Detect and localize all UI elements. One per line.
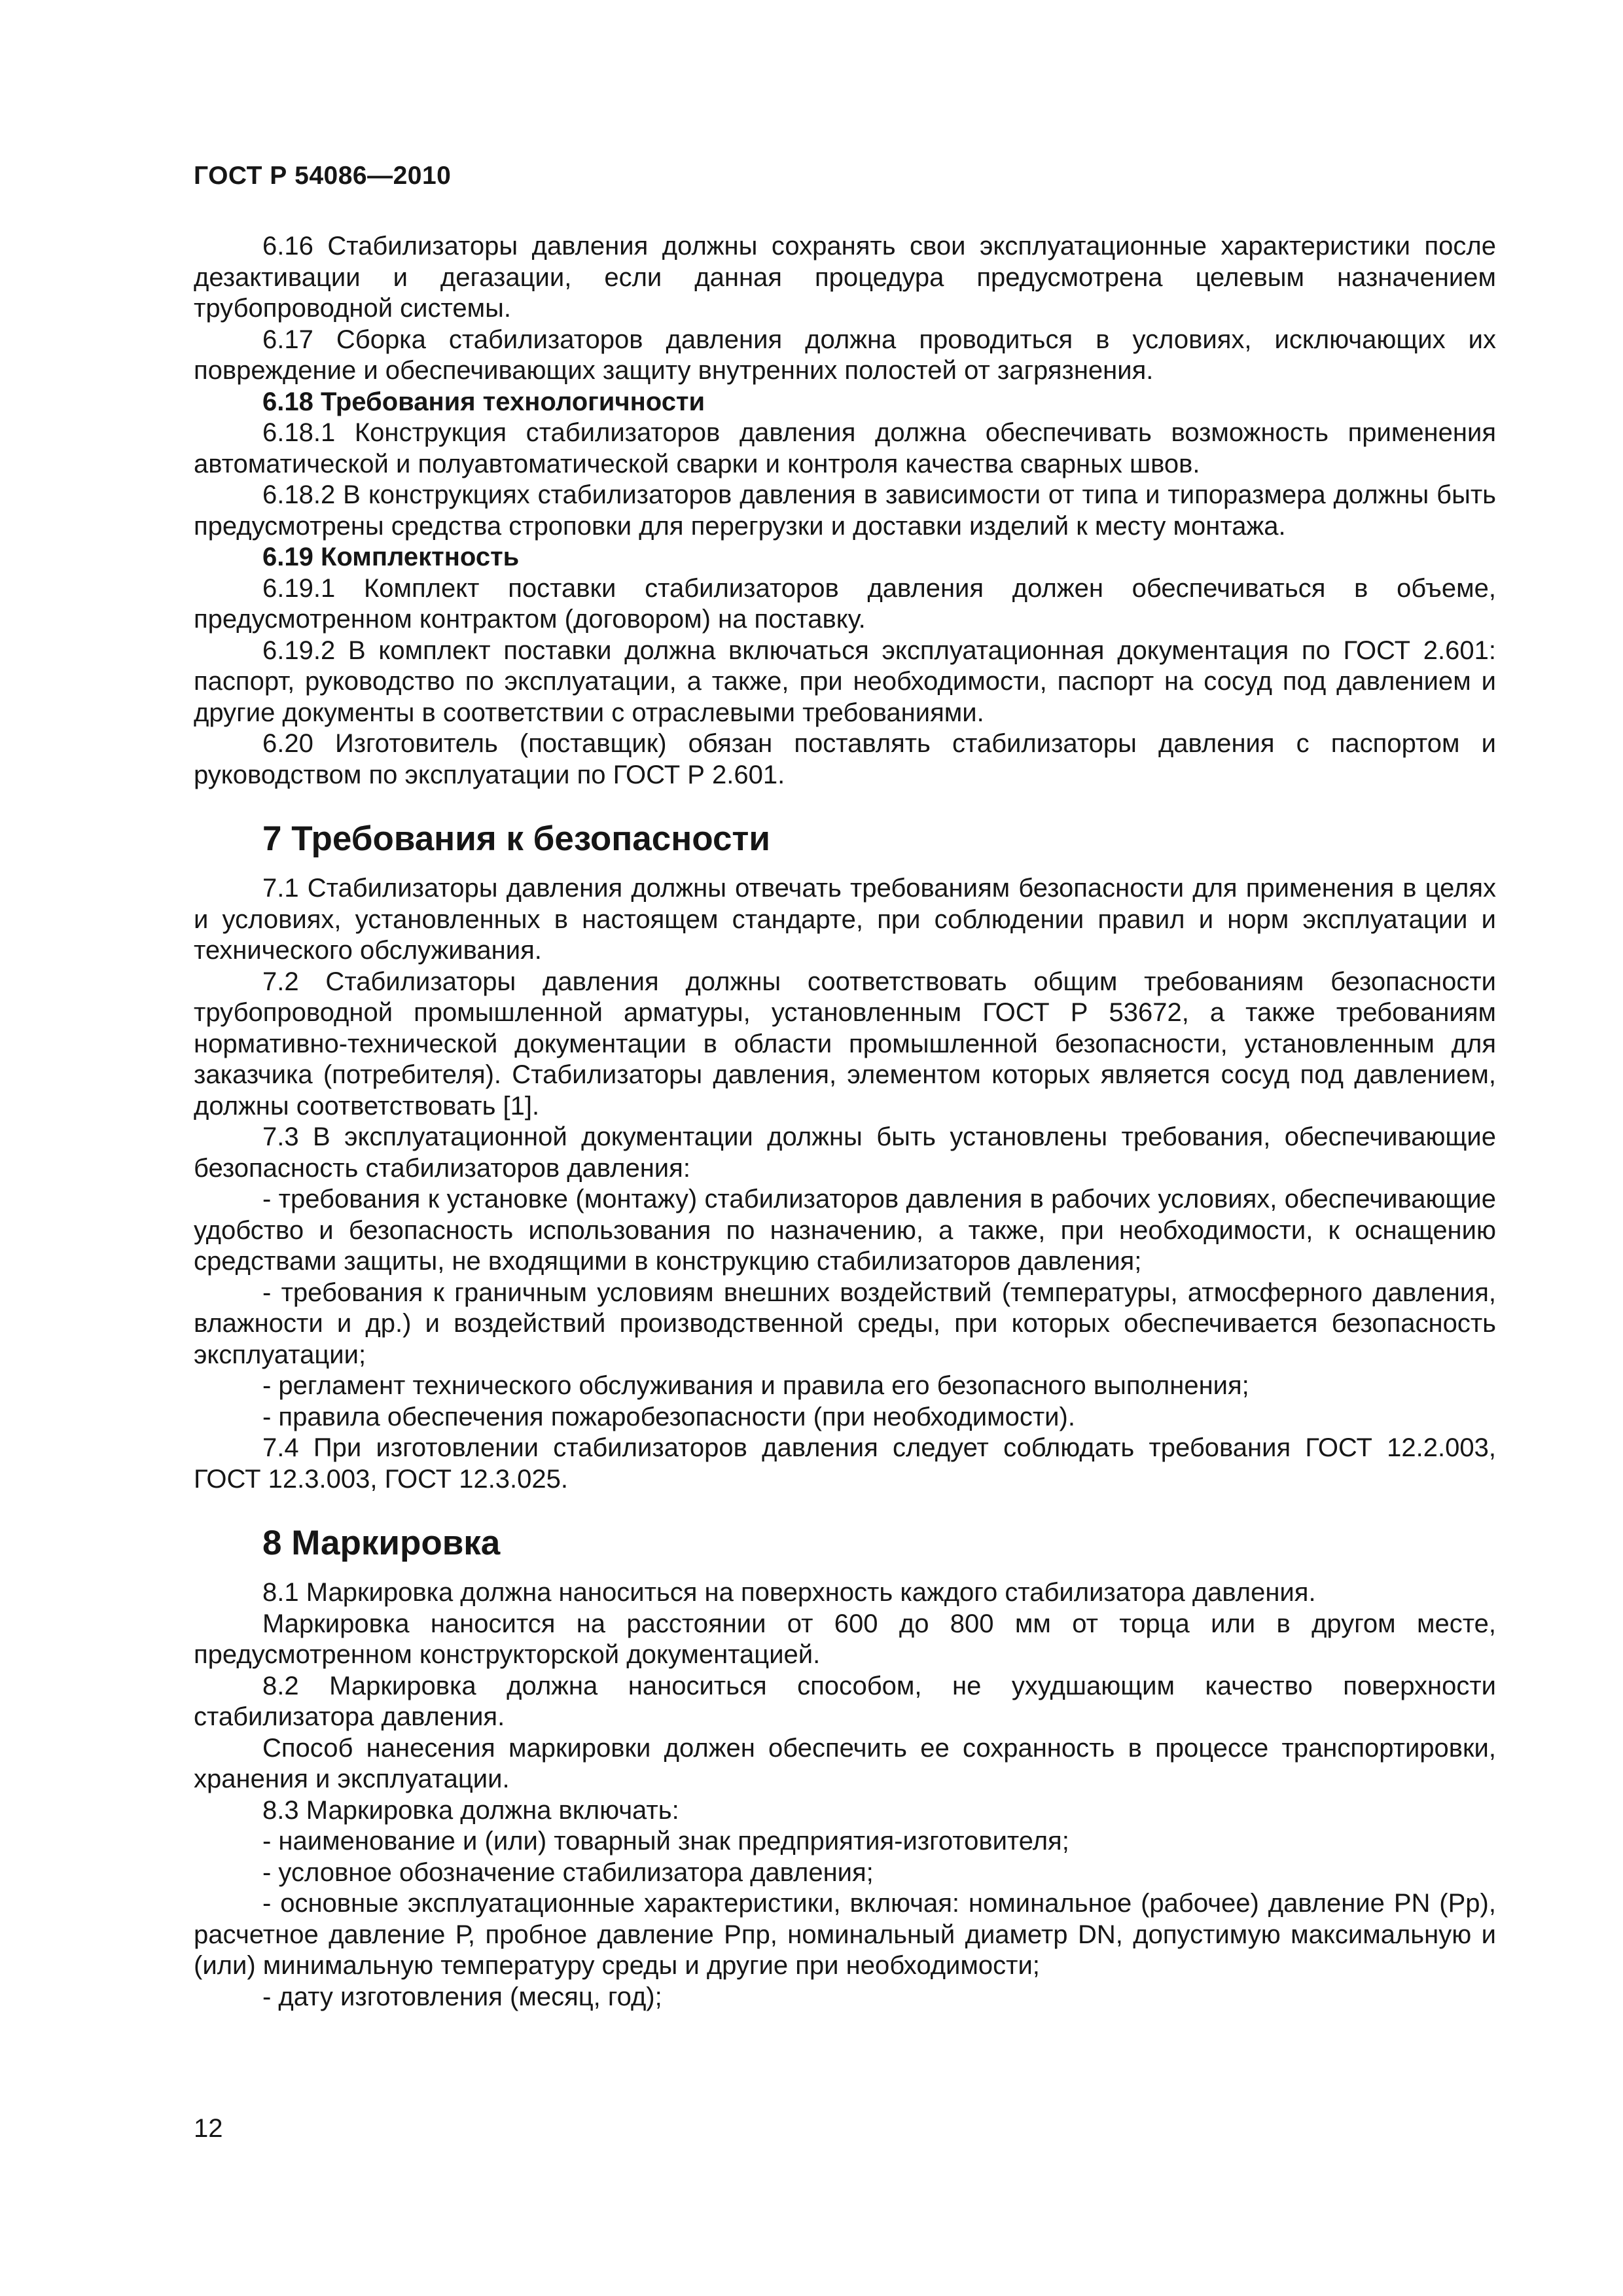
list-item: - наименование и (или) товарный знак предприятия-изготовителя; — [262, 1827, 1069, 1856]
paragraph-6-19-1: 6.19.1 Комплект поставки стабилизаторов давления должен обеспечиваться в объеме, предусмотренном контрактом (договором) на поставку. — [194, 573, 1496, 634]
paragraph-8-1: 8.1 Маркировка должна наноситься на поверхность каждого стабилизатора давления. — [262, 1578, 1316, 1607]
paragraph-7-2: 7.2 Стабилизаторы давления должны соответствовать общим требованиям безопасности трубопроводной промышленной арматуры, установленным ГОСТ Р 53672, а также требованиям нормативно-технической документации в области промышленной безопасности, установленным для заказчика (потребителя). Стабилизаторы давления, элементом которых является сосуд под давлением, должны соответствовать [1]. — [194, 967, 1496, 1121]
paragraph-8-2-cont: Способ нанесения маркировки должен обеспечить ее сохранность в процессе транспортировки, хранения и эксплуатации. — [194, 1733, 1496, 1793]
paragraph-7-3: 7.3 В эксплуатационной документации должны быть установлены требования, обеспечивающие безопасность стабилизаторов давления: — [194, 1122, 1496, 1183]
paragraph-8-2: 8.2 Маркировка должна наноситься способом, не ухудшающим качество поверхности стабилизатора давления. — [194, 1671, 1496, 1731]
list-item: - требования к граничным условиям внешних воздействий (температуры, атмосферного давления, влажности и др.) и воздействий производственной среды, при которых обеспечивается безопасность эксплуатации; — [194, 1278, 1496, 1369]
paragraph-7-4: 7.4 При изготовлении стабилизаторов давления следует соблюдать требования ГОСТ 12.2.003, ГОСТ 12.3.003, ГОСТ 12.3.025. — [194, 1433, 1496, 1494]
paragraph-6-19-2: 6.19.2 В комплект поставки должна включаться эксплуатационная документация по ГОСТ 2.601: паспорт, руководство по эксплуатации, а также, при необходимости, паспорт на сосуд под давлением и другие документы в соответствии с отраслевыми требованиями. — [194, 636, 1496, 727]
paragraph-8-3: 8.3 Маркировка должна включать: — [262, 1795, 679, 1825]
paragraph-7-1: 7.1 Стабилизаторы давления должны отвечать требованиям безопасности для применения в целях и условиях, установленных в настоящем стандарте, при соблюдении правил и норм эксплуатации и технического обслуживания. — [194, 874, 1496, 965]
list-item: - требования к установке (монтажу) стабилизаторов давления в рабочих условиях, обеспечивающие удобство и безопасность использования по назначению, а также, при необходимости, к оснащению средствами защиты, не входящими в конструкцию стабилизаторов давления; — [194, 1185, 1496, 1276]
paragraph-6-16: 6.16 Стабилизаторы давления должны сохранять свои эксплуатационные характеристики после дезактивации и дегазации, если данная процедура предусмотрена целевым назначением трубопроводной системы. — [194, 232, 1496, 323]
paragraph-6-20: 6.20 Изготовитель (поставщик) обязан поставлять стабилизаторы давления с паспортом и руководством по эксплуатации по ГОСТ Р 2.601. — [194, 729, 1496, 789]
list-item: - правила обеспечения пожаробезопасности (при необходимости). — [262, 1402, 1075, 1431]
section-heading-8: 8 Маркировка — [262, 1524, 501, 1562]
paragraph-6-17: 6.17 Сборка стабилизаторов давления должна проводиться в условиях, исключающих их повреждение и обеспечивающих защиту внутренних полостей от загрязнения. — [194, 325, 1496, 385]
document-body — [194, 231, 1496, 2013]
list-item: - регламент технического обслуживания и правила его безопасного выполнения; — [262, 1371, 1249, 1400]
heading-6-19: 6.19 Комплектность — [262, 543, 520, 571]
paragraph-8-1-cont: Маркировка наносится на расстоянии от 600 до 800 мм от торца или в другом месте, предусмотренном конструкторской документацией. — [194, 1609, 1496, 1669]
list-item: - дату изготовления (месяц, год); — [262, 1982, 662, 2011]
paragraph-6-18-2: 6.18.2 В конструкциях стабилизаторов давления в зависимости от типа и типоразмера должны быть предусмотрены средства строповки для перегрузки и доставки изделий к месту монтажа. — [194, 480, 1496, 541]
list-item: - условное обозначение стабилизатора давления; — [262, 1857, 874, 1887]
document-header: ГОСТ Р 54086—2010 — [194, 162, 452, 190]
list-item: - основные эксплуатационные характеристики, включая: номинальное (рабочее) давление PN (Рр), расчетное давление Р, пробное давление Рпр, номинальный диаметр DN, допустимую максимальную и (или) минимальную температуру среды и другие при необходимости; — [194, 1889, 1496, 1980]
heading-6-18: 6.18 Требования технологичности — [262, 387, 705, 416]
section-heading-7: 7 Требования к безопасности — [262, 819, 770, 858]
paragraph-6-18-1: 6.18.1 Конструкция стабилизаторов давления должна обеспечивать возможность применения автоматической и полуавтоматической сварки и контроля качества сварных швов. — [194, 418, 1496, 478]
page-number: 12 — [194, 2114, 223, 2143]
